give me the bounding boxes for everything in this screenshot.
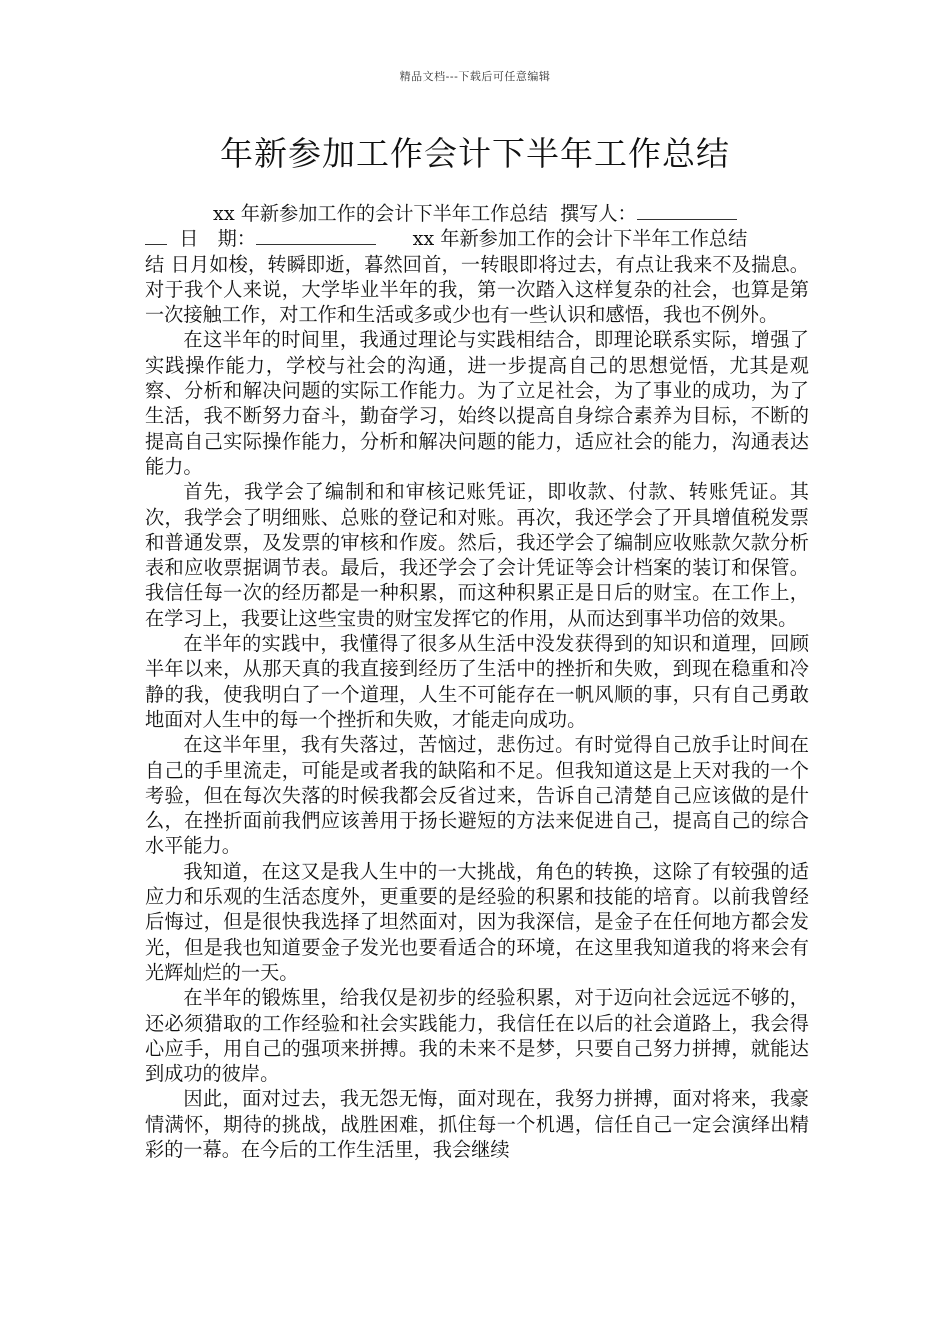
- paragraph-4: 在半年的实践中，我懂得了很多从生活中没发获得到的知识和道理，回顾半年以来，从那天真的我直接到经历了生活中的挫折和失败，到现在稳重和冷静的我，使我明白了一个道理，人生不可能存在一帆风顺的事，只有自己勇敢地面对人生中的每一个挫折和失败，才能走向成功。: [145, 632, 809, 731]
- meta-line-2: [145, 226, 809, 251]
- header-note: 精品文档---下载后可任意编辑: [399, 70, 551, 83]
- paragraph-2: 在这半年的时间里，我通过理论与实践相结合，即理论联系实际，增强了实践操作能力，学校与社会的沟通，进一步提高自己的思想觉悟，尤其是观察、分析和解决问题的实际工作能力。为了立足社会，为了事业的成功，为了生活，我不断努力奋斗，勤奋学习，始终以提高自身综合素养为目标，不断的提高自己实际操作能力，分析和解决问题的能力，适应社会的能力，沟通表达能力。: [145, 328, 809, 478]
- subtitle-repeat: xx 年新参加工作的会计下半年工作总结: [412, 227, 748, 251]
- date-blank: [256, 228, 376, 245]
- author-blank-cont: [145, 228, 167, 245]
- intro-label: xx 年新参加工作的会计下半年工作总结: [213, 202, 548, 225]
- document-body: [145, 201, 809, 1162]
- author-label: 撰写人：: [559, 202, 637, 225]
- paragraph-5: 在这半年里，我有失落过，苦恼过，悲伤过。有时觉得自己放手让时间在自己的手里流走，可能是或者我的缺陷和不足。但我知道这是上天对我的一个考验，但在每次失落的时候我都会反省过来，告诉自己清楚自己应该做的是什么，在挫折面前我們应该善用于扬长避短的方法来促进自己，提高自己的综合水平能力。: [145, 733, 809, 858]
- paragraph-1: 结 日月如梭，转瞬即逝，暮然回首，一转眼即将过去，有点让我来不及揣息。对于我个人来说，大学毕业半年的我，第一次踏入这样复杂的社会，也算是第一次接触工作，对工作和生活或多或少也有一些认识和感悟，我也不例外。: [145, 252, 809, 327]
- paragraph-8: 因此，面对过去，我无怨无悔，面对现在，我努力拼搏，面对将来，我豪情满怀，期待的挑战，战胜困难，抓住每一个机遇，信任自己一定会演绎出精彩的一幕。在今后的工作生活里，我会继续: [145, 1087, 809, 1161]
- date-label: 日 期：: [179, 227, 256, 251]
- document-title: 年新参加工作会计下半年工作总结: [220, 134, 730, 173]
- paragraph-3: 首先，我学会了编制和和审核记账凭证，即收款、付款、转账凭证。其次，我学会了明细账、总账的登记和对账。再次，我还学会了开具增值税发票和普通发票，及发票的审核和作废。然后，我还学会了编制应收账款欠款分析表和应收票据调节表。最后，我还学会了会计凭证等会计档案的装订和保管。我信任每一次的经历都是一种积累，而这种积累正是日后的财宝。在工作上，在学习上，我要让这些宝贵的财宝发挥它的作用，从而达到事半功倍的效果。: [145, 480, 809, 630]
- meta-line-1: [145, 201, 809, 226]
- paragraph-6: 我知道，在这又是我人生中的一大挑战，角色的转换，这除了有较强的适应力和乐观的生活态度外，更重要的是经验的积累和技能的培育。以前我曾经后悔过，但是很快我选择了坦然面对，因为我深信，是金子在任何地方都会发光，但是我也知道要金子发光也要看适合的环境，在这里我知道我的将来会有光辉灿烂的一天。: [145, 859, 809, 984]
- author-blank: [637, 203, 737, 220]
- paragraph-7: 在半年的锻炼里，给我仅是初步的经验积累，对于迈向社会远远不够的，还必须猎取的工作经验和社会实践能力，我信任在以后的社会道路上，我会得心应手，用自己的强项来拼搏。我的未来不是梦，只要自己努力拼搏，就能达到成功的彼岸。: [145, 986, 809, 1086]
